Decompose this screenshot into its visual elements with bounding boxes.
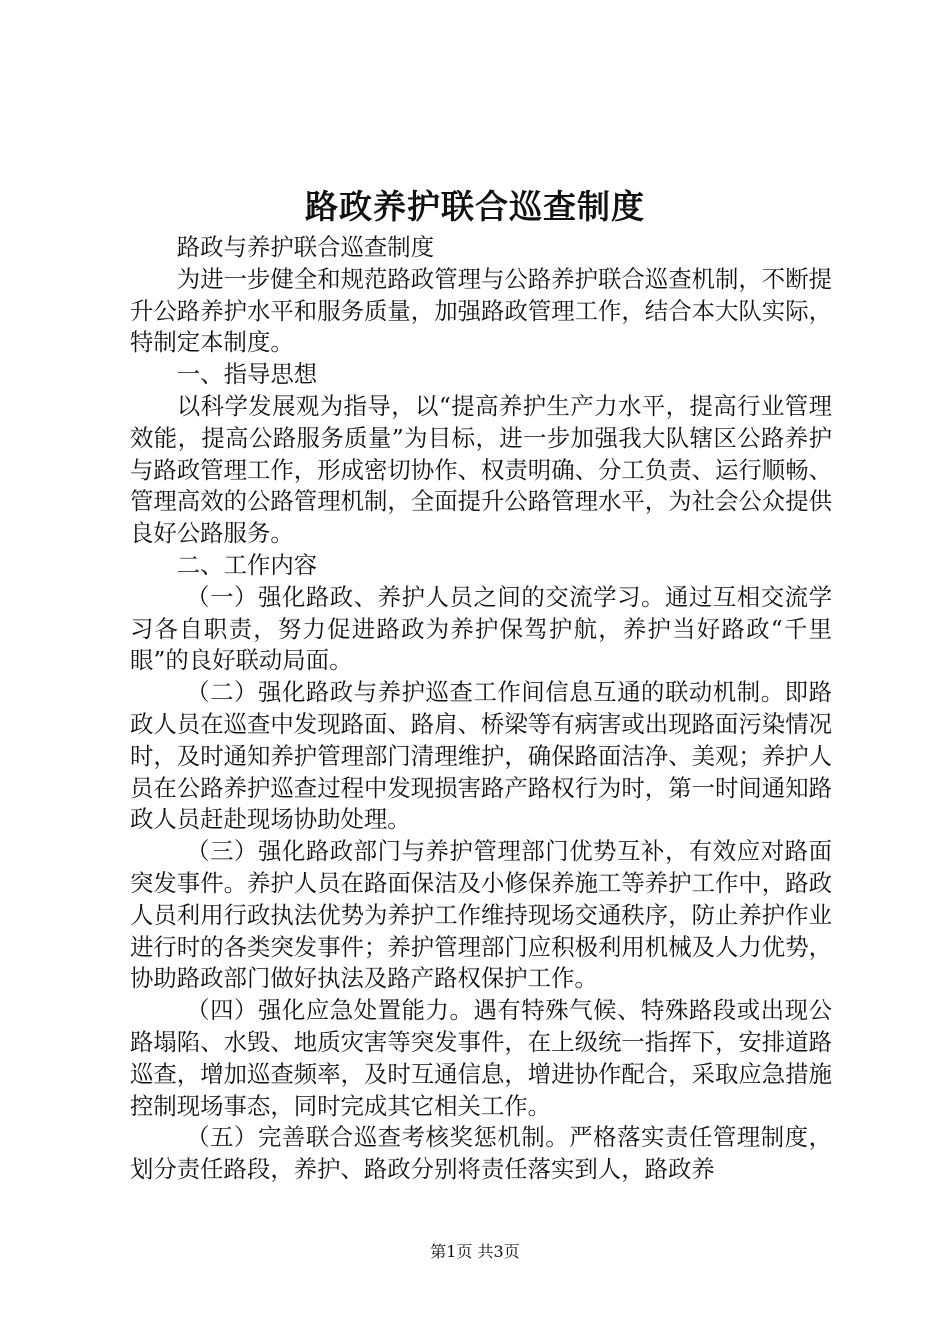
paragraph-subtitle: 路政与养护联合巡查制度 bbox=[176, 233, 435, 261]
heading-work-content: 二、工作内容 bbox=[176, 550, 318, 579]
paragraph-intro: 为进一步健全和规范路政管理与公路养护联合巡查机制，不断提升公路养护水平和服务质量，加强路政管理工作，结合本大队实际，特制定本制度。 bbox=[130, 264, 832, 357]
paragraph-guiding-ideology: 以科学发展观为指导，以“提高养护生产力水平，提高行业管理效能，提高公路服务质量”为目标，进一步加强我大队辖区公路养护与路政管理工作，形成密切协作、权责明确、分工负责、运行顺畅、管理高效的公路管理机制，全面提升公路管理水平，为社会公众提供良好公路服务。 bbox=[130, 391, 832, 548]
paragraph-item-1: （一）强化路政、养护人员之间的交流学习。通过互相交流学习各自职责，努力促进路政为养护保驾护航，养护当好路政“千里眼”的良好联动局面。 bbox=[130, 582, 832, 675]
heading-guiding-ideology: 一、指导思想 bbox=[176, 360, 318, 389]
page-number: 第1页 共3页 bbox=[430, 1242, 520, 1261]
paragraph-item-4: （四）强化应急处置能力。遇有特殊气候、特殊路段或出现公路塌陷、水毁、地质灾害等突发事件，在上级统一指挥下，安排道路巡查，增加巡查频率，及时互通信息，增进协作配合，采取应急措施控制现场事态，同时完成其它相关工作。 bbox=[130, 996, 832, 1120]
paragraph-item-3: （三）强化路政部门与养护管理部门优势互补，有效应对路面突发事件。养护人员在路面保洁及小修保养施工等养护工作中，路政人员利用行政执法优势为养护工作维持现场交通秩序，防止养护作业进行时的各类突发事件；养护管理部门应积极利用机械及人力优势，协助路政部门做好执法及路产路权保护工作。 bbox=[130, 837, 832, 993]
document-body bbox=[130, 232, 832, 1186]
paragraph-item-5: （五）完善联合巡查考核奖惩机制。严格落实责任管理制度，划分责任路段，养护、路政分别将责任落实到人，路政养 bbox=[130, 1123, 832, 1184]
page-footer bbox=[0, 1240, 950, 1264]
paragraph-item-2: （二）强化路政与养护巡查工作间信息互通的联动机制。即路政人员在巡查中发现路面、路肩、桥梁等有病害或出现路面污染情况时，及时通知养护管理部门清理维护，确保路面洁净、美观；养护人员在公路养护巡查过程中发现损害路产路权行为时，第一时间通知路政人员赶赴现场协助处理。 bbox=[130, 678, 832, 834]
document-title: 路政养护联合巡查制度 bbox=[305, 187, 645, 226]
